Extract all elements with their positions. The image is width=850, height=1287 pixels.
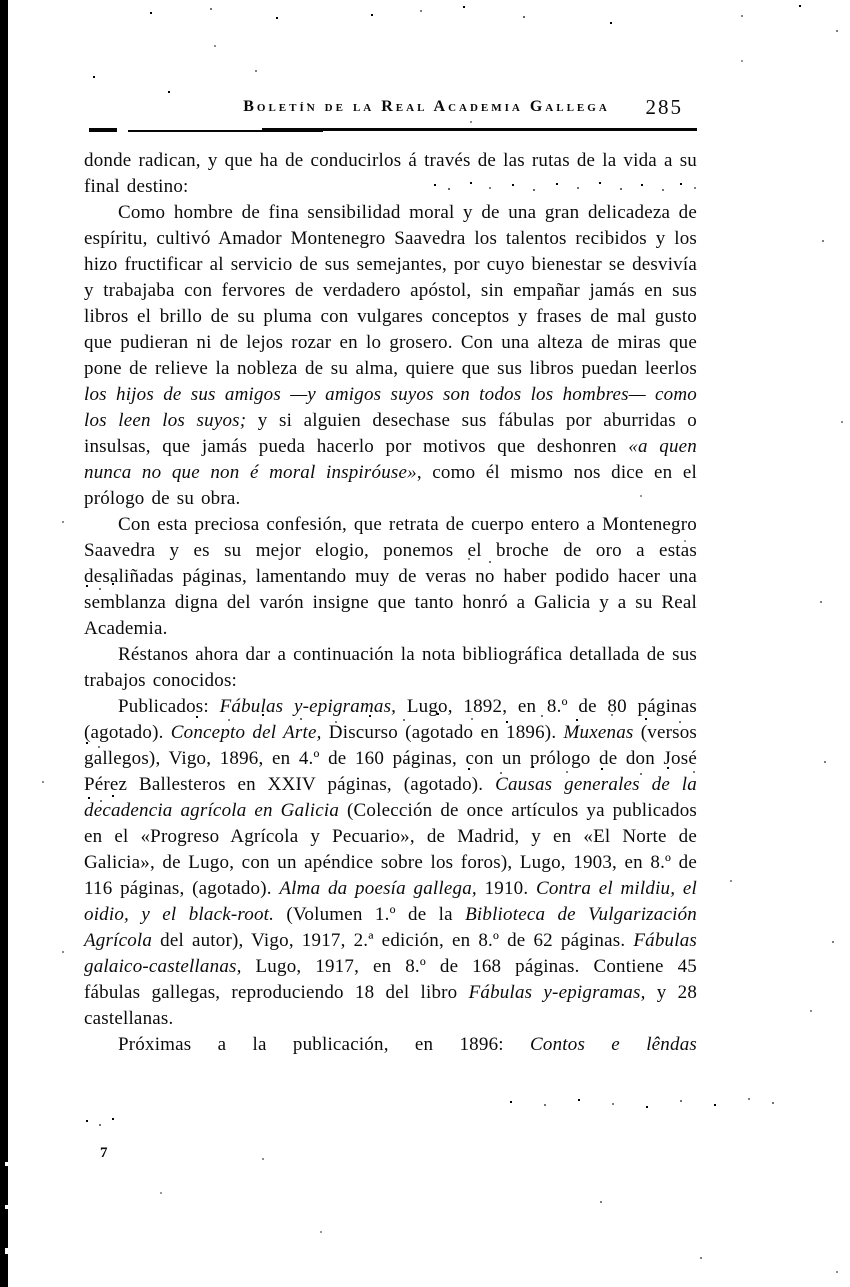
scan-edge-notch [5,1205,8,1209]
italic-text-run: Fábulas galaico-castellanas, [84,930,697,977]
italic-text-run: Fábulas y-epigramas, [468,982,646,1003]
rule-line-thick [262,128,697,131]
text-run: (Colección de once artículos ya publicados en el «Progreso Agrícola y Pecuario», de Madrid, y en «El Norte de Galicia», de Lugo, con un apéndice sobre los foros), Lugo, 1903, en 8.º de 116 páginas, (agotado). [84,800,697,899]
text-run: Publicados: [118,696,220,717]
journal-title: Boletín de la Real Academia Gallega [243,98,610,115]
text-block [84,0,697,1058]
text-run: (versos gallegos), Vigo, 1896, en 4.º de 160 páginas, con un prólogo de don José Pérez Ballesteros en XXIV páginas, (agotado). [84,722,698,795]
italic-text-run: Alma da poesía gallega, [279,878,477,899]
paragraph [84,694,697,1032]
italic-text-run: los hijos de sus amigos —y amigos suyos son todos los hombres— como los leen los suyos; [84,384,697,431]
italic-text-run: «a quen nunca no que non é moral inspiróuse» [84,436,697,483]
paragraph [84,642,697,694]
text-run: (Volumen 1.º de la [274,904,466,925]
italic-text-run: Contos e lêndas [530,1034,697,1055]
text-run: Discurso (agotado en 1896). [321,722,564,743]
page-number: 285 [645,95,683,119]
rule-dash [89,128,117,132]
italic-text-run: Causas generales de la decadencia agrícola en Galicia [84,774,697,821]
paragraph [84,1032,697,1058]
text-run: Con esta preciosa confesión, que retrata de cuerpo entero a Montenegro Saavedra y es su mejor elogio, ponemos el broche de oro a estas desaliñadas páginas, lamentando muy de veras no haber podido hacer una semblanza digna del varón insigne que tanto honró a Galicia y a su Real Academia. [84,514,697,639]
signature-mark: 7 [100,1145,108,1161]
text-run: del autor), Vigo, 1917, 2.ª edición, en 8.º de 62 páginas. [152,930,634,951]
italic-text-run: Contra el mildiu, el oidio, y el black-root. [84,878,697,925]
header-rule [84,128,697,133]
text-run: 1910. [476,878,536,899]
scan-edge-notch [5,1162,8,1166]
text-run: donde radican, y que ha de conducirlos á través de las rutas de la vida a su final destino: [84,150,697,197]
italic-text-run: Biblioteca de Vulgarización Agrícola [84,904,697,951]
text-run: Como hombre de fina sensibilidad moral y de una gran delicadeza de espíritu, cultivó Amador Montenegro Saavedra los talentos recibidos y los hizo fructificar al servicio de sus semejantes, por cuyo bienestar se desvivía y trabajaba con fervores de verdadero apóstol, sin empañar jamás en sus libros el brillo de su pluma con vulgares conceptos y frases de mal gusto que pudieran ni de lejos rozar en lo grosero. Con una alteza de miras que pone de relieve la nobleza de su alma, quiere que sus libros puedan leerlos [84,202,697,379]
text-run: Próximas a la publicación, en 1896: [118,1034,531,1055]
paragraph [84,148,697,200]
text-run: Lugo, 1917, en 8.º de 168 páginas. Contiene 45 fábulas gallegas, reproduciendo 18 del libro [84,956,697,1003]
text-run: , como él mismo nos dice en el prólogo de su obra. [84,462,697,509]
text-run: y 28 castellanas. [84,982,698,1029]
page-body [84,148,697,1058]
italic-text-run: Muxenas [563,722,634,743]
paragraph [84,512,697,642]
italic-text-run: Fábulas y-epigramas, [219,696,397,717]
italic-text-run: Concepto del Arte, [170,722,322,743]
text-run: Lugo, 1892, en 8.º de 80 páginas (agotado). [84,696,697,743]
text-run: Réstanos ahora dar a continuación la nota bibliográfica detallada de sus trabajos conocidos: [84,644,697,691]
scan-edge-notch [5,1248,8,1254]
text-run: y si alguien desechase sus fábulas por aburridas o insulsas, que jamás pueda hacerlo por motivos que deshonren [84,410,697,457]
scan-edge-bar [0,0,8,1287]
running-header [84,95,697,119]
paragraph [84,200,697,512]
